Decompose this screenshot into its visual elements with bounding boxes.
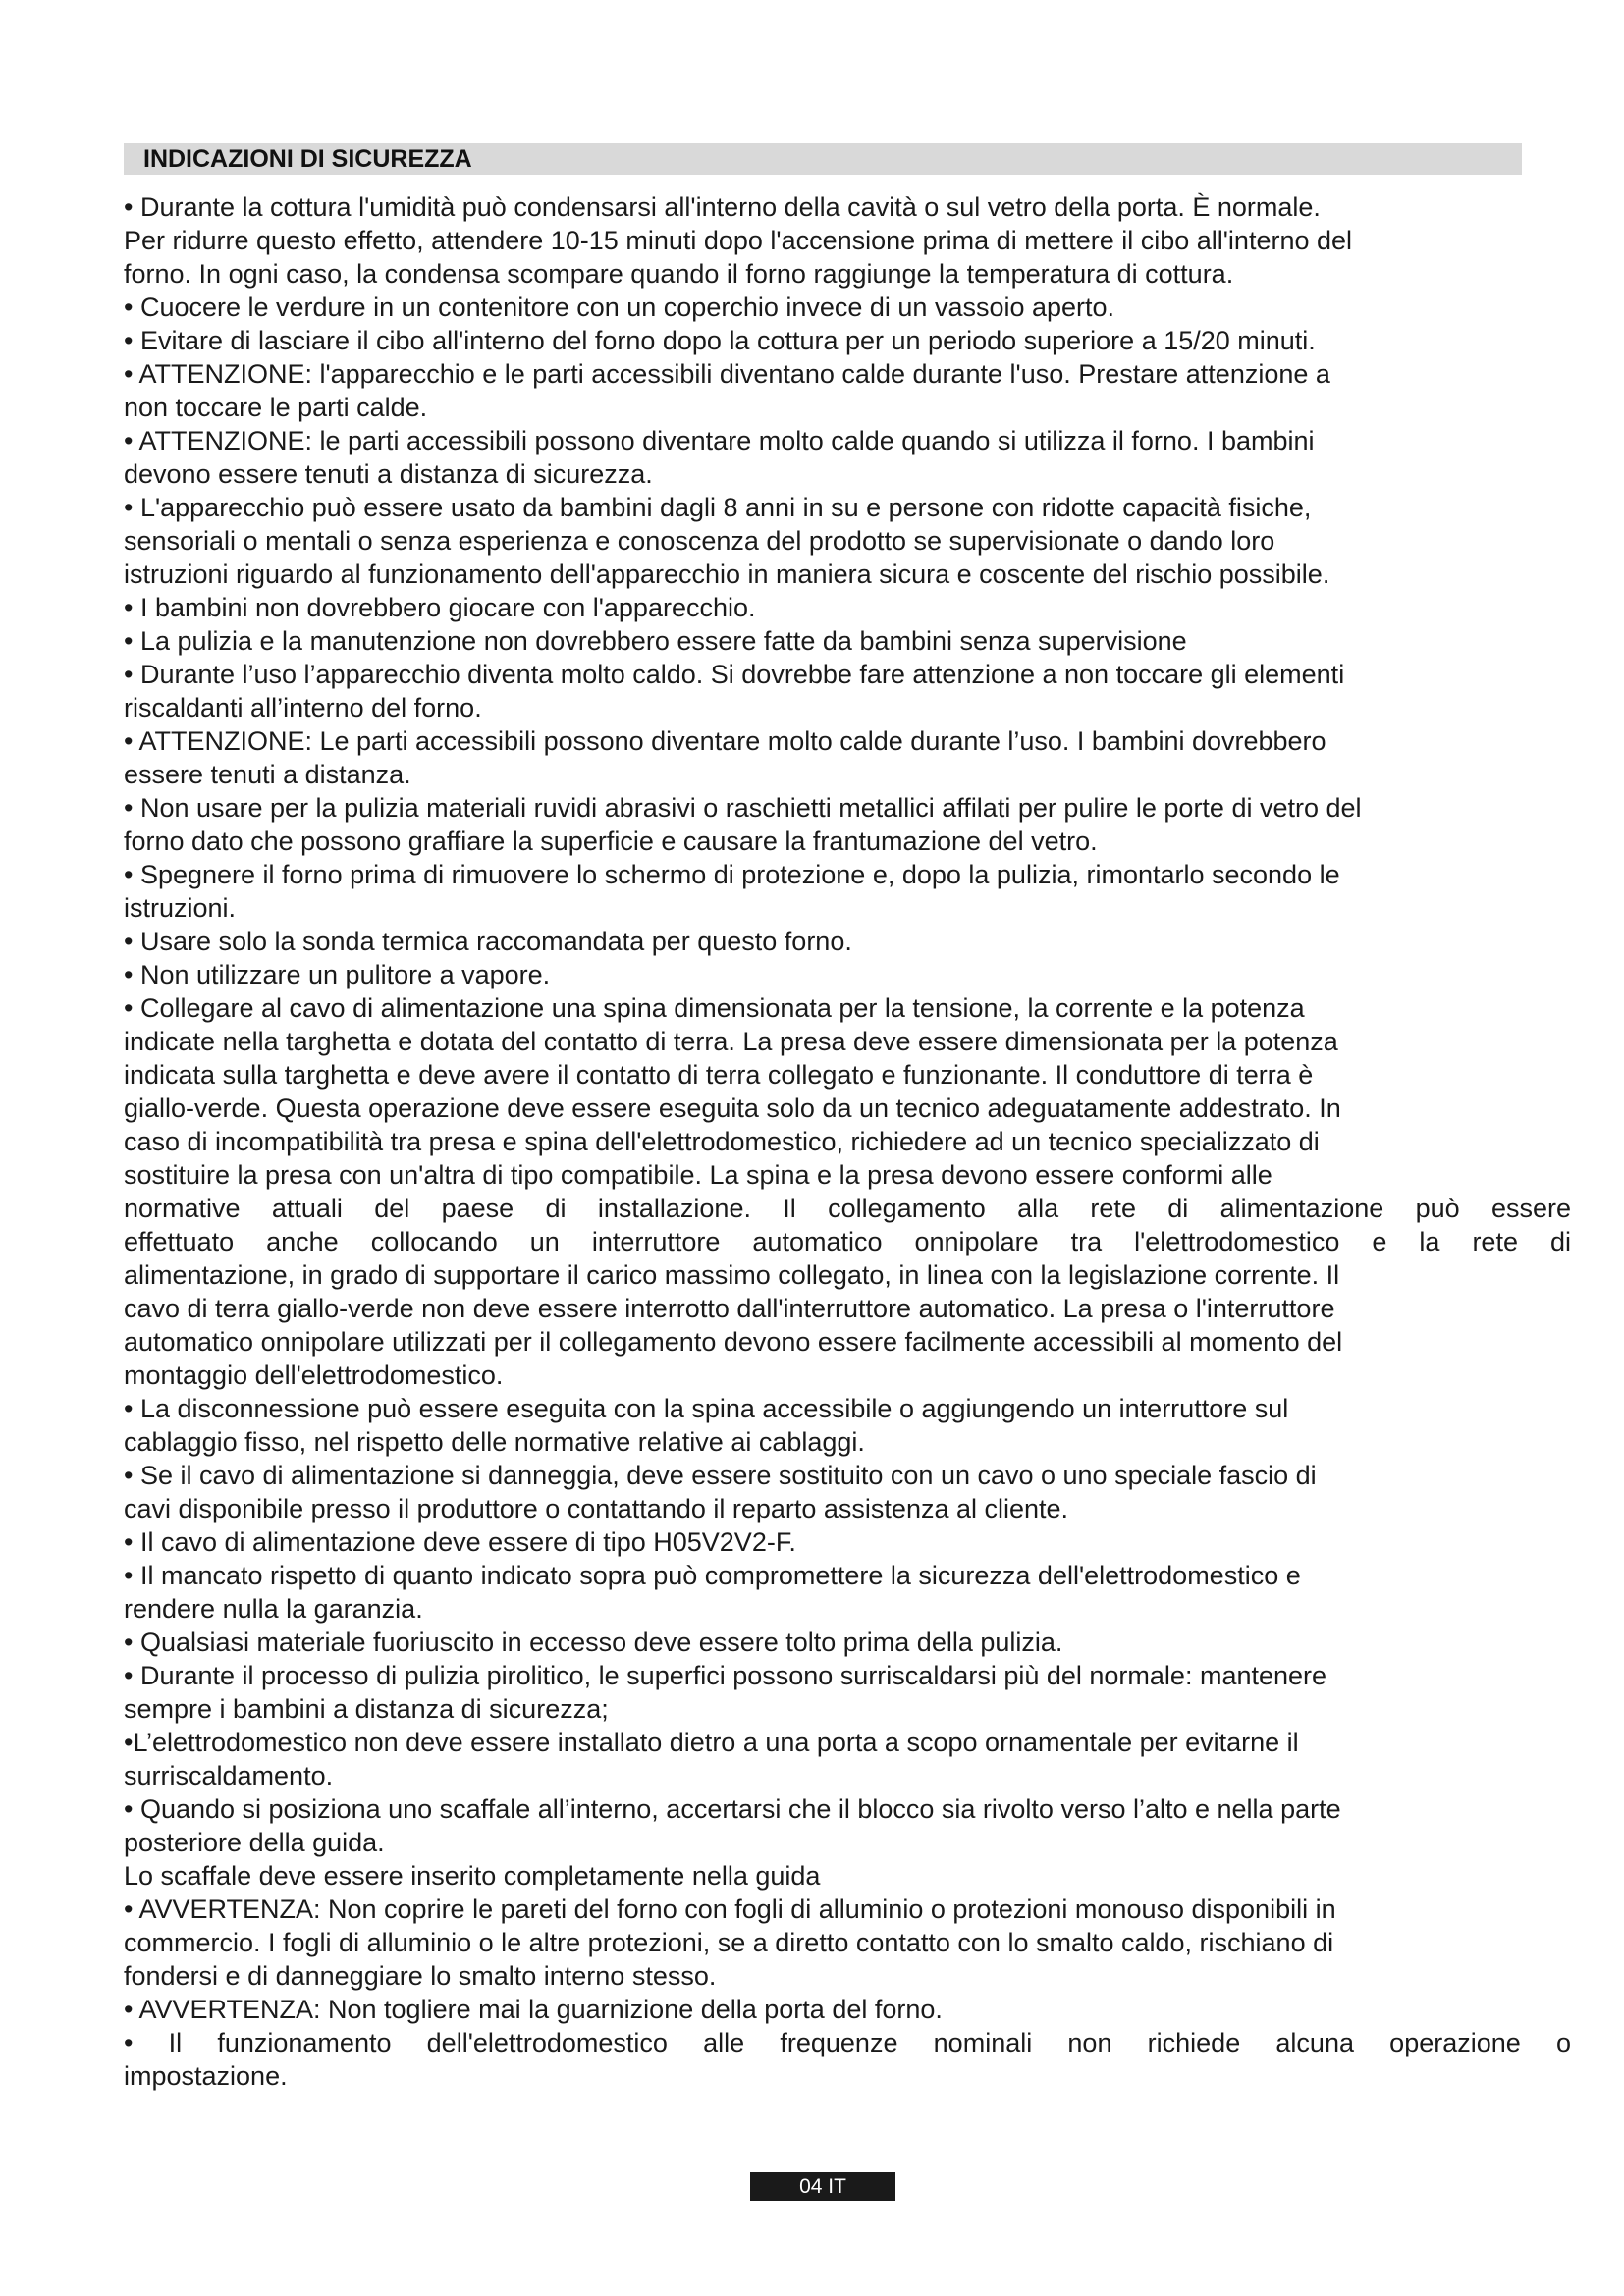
text-line: istruzioni riguardo al funzionamento dell'apparecchio in maniera sicura e coscente del rischio possibile. bbox=[124, 560, 1330, 589]
text-line: • Collegare al cavo di alimentazione una spina dimensionata per la tensione, la corrente e la potenza bbox=[124, 993, 1305, 1023]
text-line: non toccare le parti calde. bbox=[124, 393, 428, 422]
text-line: • Cuocere le verdure in un contenitore con un coperchio invece di un vassoio aperto. bbox=[124, 293, 1115, 322]
text-line: montaggio dell'elettrodomestico. bbox=[124, 1361, 504, 1390]
text-line: devono essere tenuti a distanza di sicurezza. bbox=[124, 459, 653, 489]
text-line: • Evitare di lasciare il cibo all'interno del forno dopo la cottura per un periodo superiore a 15/20 minuti. bbox=[124, 326, 1316, 355]
text-line: • Non usare per la pulizia materiali ruvidi abrasivi o raschietti metallici affilati per pulire le porte di vetro del bbox=[124, 793, 1362, 823]
text-line: • Durante il processo di pulizia pirolitico, le superfici possono surriscaldarsi più del normale: mantenere bbox=[124, 1661, 1327, 1690]
text-line: commercio. I fogli di alluminio o le altre protezioni, se a diretto contatto con lo smalto caldo, rischiano di bbox=[124, 1928, 1334, 1957]
safety-instructions-body bbox=[124, 190, 1571, 2093]
section-heading: INDICAZIONI DI SICUREZZA bbox=[124, 143, 1522, 175]
text-line: • I bambini non dovrebbero giocare con l'apparecchio. bbox=[124, 593, 756, 622]
text-line: • Durante l’uso l’apparecchio diventa molto caldo. Si dovrebbe fare attenzione a non toccare gli elementi bbox=[124, 660, 1345, 689]
text-line: Per ridurre questo effetto, attendere 10-15 minuti dopo l'accensione prima di mettere il cibo all'interno del bbox=[124, 226, 1353, 255]
text-line: • La disconnessione può essere eseguita con la spina accessibile o aggiungendo un interruttore sul bbox=[124, 1394, 1289, 1423]
text-line: • Qualsiasi materiale fuoriuscito in eccesso deve essere tolto prima della pulizia. bbox=[124, 1628, 1063, 1657]
text-line: • Se il cavo di alimentazione si danneggia, deve essere sostituito con un cavo o uno speciale fascio di bbox=[124, 1461, 1317, 1490]
text-line: posteriore della guida. bbox=[124, 1828, 385, 1857]
text-line: essere tenuti a distanza. bbox=[124, 760, 411, 789]
text-line: istruzioni. bbox=[124, 893, 237, 923]
text-line: • AVVERTENZA: Non coprire le pareti del forno con fogli di alluminio o protezioni monouso disponibili in bbox=[124, 1895, 1336, 1924]
text-line: impostazione. bbox=[124, 2061, 288, 2091]
text-line: sensoriali o mentali o senza esperienza e conoscenza del prodotto se supervisionate o dando loro bbox=[124, 526, 1275, 556]
text-line: • AVVERTENZA: Non togliere mai la guarnizione della porta del forno. bbox=[124, 1995, 943, 2024]
text-line: • Non utilizzare un pulitore a vapore. bbox=[124, 960, 551, 989]
text-line: sostituire la presa con un'altra di tipo compatibile. La spina e la presa devono essere conformi alle bbox=[124, 1160, 1272, 1190]
text-line: fondersi e di danneggiare lo smalto interno stesso. bbox=[124, 1961, 717, 1991]
text-line: • Spegnere il forno prima di rimuovere lo schermo di protezione e, dopo la pulizia, rimontarlo secondo le bbox=[124, 860, 1340, 889]
text-line: cavo di terra giallo-verde non deve essere interrotto dall'interruttore automatico. La presa o l'interruttore bbox=[124, 1294, 1335, 1323]
text-line: alimentazione, in grado di supportare il carico massimo collegato, in linea con la legislazione corrente. Il bbox=[124, 1260, 1340, 1290]
text-line: • Durante la cottura l'umidità può condensarsi all'interno della cavità o sul vetro della porta. È normale. bbox=[124, 192, 1321, 222]
text-line: •L’elettrodomestico non deve essere installato dietro a una porta a scopo ornamentale per evitarne il bbox=[124, 1728, 1299, 1757]
text-line: • Usare solo la sonda termica raccomandata per questo forno. bbox=[124, 927, 852, 956]
text-line: indicata sulla targhetta e deve avere il contatto di terra collegato e funzionante. Il conduttore di terra è bbox=[124, 1060, 1314, 1090]
text-line: caso di incompatibilità tra presa e spina dell'elettrodomestico, richiedere ad un tecnico specializzato di bbox=[124, 1127, 1320, 1156]
text-line: • L'apparecchio può essere usato da bambini dagli 8 anni in su e persone con ridotte capacità fisiche, bbox=[124, 493, 1312, 522]
text-line: • ATTENZIONE: Le parti accessibili possono diventare molto calde durante l’uso. I bambini dovrebbero bbox=[124, 726, 1326, 756]
text-line: forno dato che possono graffiare la superficie e causare la frantumazione del vetro. bbox=[124, 827, 1098, 856]
text-line: rendere nulla la garanzia. bbox=[124, 1594, 423, 1624]
text-line: Lo scaffale deve essere inserito completamente nella guida bbox=[124, 1861, 821, 1891]
text-line: • Il cavo di alimentazione deve essere di tipo H05V2V2-F. bbox=[124, 1527, 796, 1557]
text-line: effettuato anche collocando un interruttore automatico onnipolare tra l'elettrodomestico e la rete di bbox=[124, 1227, 1571, 1256]
text-line: forno. In ogni caso, la condensa scompare quando il forno raggiunge la temperatura di cottura. bbox=[124, 259, 1234, 289]
text-line: • Il mancato rispetto di quanto indicato sopra può compromettere la sicurezza dell'elettrodomestico e bbox=[124, 1561, 1301, 1590]
text-line: cavi disponibile presso il produttore o contattando il reparto assistenza al cliente. bbox=[124, 1494, 1069, 1523]
text-line: giallo-verde. Questa operazione deve essere eseguita solo da un tecnico adeguatamente addestrato. In bbox=[124, 1094, 1341, 1123]
text-line: sempre i bambini a distanza di sicurezza; bbox=[124, 1694, 609, 1724]
text-line: riscaldanti all’interno del forno. bbox=[124, 693, 482, 722]
text-line: • ATTENZIONE: le parti accessibili possono diventare molto calde quando si utilizza il forno. I bambini bbox=[124, 426, 1315, 455]
text-line: surriscaldamento. bbox=[124, 1761, 334, 1790]
text-line: automatico onnipolare utilizzati per il collegamento devono essere facilmente accessibili al momento del bbox=[124, 1327, 1343, 1357]
text-line: • ATTENZIONE: l'apparecchio e le parti accessibili diventano calde durante l'uso. Prestare attenzione a bbox=[124, 359, 1330, 389]
text-line: • La pulizia e la manutenzione non dovrebbero essere fatte da bambini senza supervisione bbox=[124, 626, 1187, 656]
page-number-badge: 04 IT bbox=[750, 2172, 895, 2201]
text-line: indicate nella targhetta e dotata del contatto di terra. La presa deve essere dimensionata per la potenza bbox=[124, 1027, 1338, 1056]
text-line: normative attuali del paese di installazione. Il collegamento alla rete di alimentazione può essere bbox=[124, 1194, 1571, 1223]
text-line: • Il funzionamento dell'elettrodomestico alle frequenze nominali non richiede alcuna operazione o bbox=[124, 2028, 1571, 2057]
text-line: • Quando si posiziona uno scaffale all’interno, accertarsi che il blocco sia rivolto verso l’alto e nella parte bbox=[124, 1794, 1341, 1824]
text-line: cablaggio fisso, nel rispetto delle normative relative ai cablaggi. bbox=[124, 1427, 865, 1457]
